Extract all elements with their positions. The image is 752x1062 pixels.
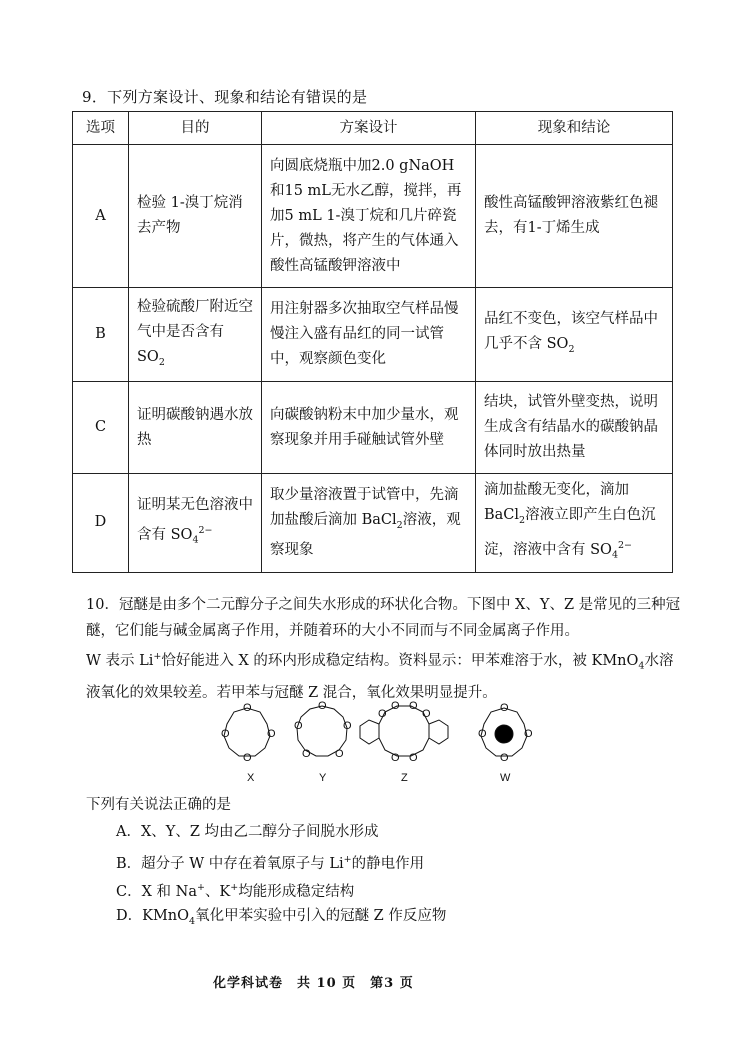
row-purpose: 证明碳酸钠遇水放热 [129,382,262,474]
oxygen-label: O [294,720,303,732]
question-10-options [116,818,446,930]
header-result: 现象和结论 [476,112,673,145]
oxygen-label: O [378,708,387,720]
oxygen-label: O [500,752,509,764]
oxygen-label: O [343,720,352,732]
row-option: C [73,382,129,474]
table-header-row [73,112,673,145]
oxygen-label: O [500,702,509,714]
row-design: 取少量溶液置于试管中，先滴加盐酸后滴加 BaCl$_2$溶液，观察现象 [262,474,476,573]
cyclohexane-left [360,720,379,744]
question-10-line1: 10．冠醚是由多个二元醇分子之间失水形成的环状化合物。下图中 X、Y、Z 是常见的三种冠醚，它们能与碱金属离子作用，并随着环的大小不同而与不同金属离子作用。 [86,597,681,639]
header-design: 方案设计 [262,112,476,145]
crown-ether-w [481,708,527,756]
oxygen-label: O [391,752,400,764]
oxygen-label: O [422,708,431,720]
table-row [73,382,673,474]
table-row [73,145,673,288]
header-purpose: 目的 [129,112,262,145]
figure-label-y: Y [319,772,327,784]
oxygen-label: O [243,752,252,764]
page-footer: 化学科试卷 共 10 页 第3 页 [213,976,414,991]
row-option: D [73,474,129,573]
figure-label-w: W [500,772,511,784]
table-row [73,474,673,573]
option-c: C．X 和 Na+、K+均能形成稳定结构 [116,882,355,900]
question-9-title: 9．下列方案设计、现象和结论有错误的是 [82,88,368,106]
option-b: B．超分子 W 中存在着氧原子与 Li+的静电作用 [116,854,425,872]
row-design: 向碳酸钠粉末中加少量水，观察现象并用手碰触试管外壁 [262,382,476,474]
row-result: 品红不变色，该空气样品中几乎不含 $SO_2$ [476,288,673,382]
question-10-prompt: 下列有关说法正确的是 [86,797,231,813]
oxygen-label: O [478,728,487,740]
lithium-ion-sphere [495,725,513,743]
row-purpose: 检验硫酸厂附近空气中是否含有 $SO_2$ [129,288,262,382]
row-design: 用注射器多次抽取空气样品慢慢注入盛有品红的同一试管中，观察颜色变化 [262,288,476,382]
row-result: 结块，试管外壁变热，说明生成含有结晶水的碳酸钠晶体同时放出热量 [476,382,673,474]
cyclohexane-right [429,720,448,744]
option-a: A．X、Y、Z 均由乙二醇分子间脱水形成 [116,824,379,840]
crown-ether-z [360,706,448,756]
oxygen-label: O [302,748,311,760]
question-10-line2: W 表示 Li+恰好能进入 X 的环内形成稳定结构。资料显示：甲苯难溶于水，被 KMnO$_4$水溶液氧化的效果较差。若甲苯与冠醚 Z 混合，氧化效果明显提升。 [86,651,674,701]
oxygen-label: O [335,748,344,760]
row-result: 滴加盐酸无变化，滴加 BaCl$_2$溶液立即产生白色沉淀，溶液中含有 $SO_4^{2-}$ [476,474,673,573]
oxygen-label: O [391,700,400,712]
row-purpose: 证明某无色溶液中含有 $SO_4^{2-}$ [129,474,262,573]
oxygen-label: O [267,728,276,740]
row-option: A [73,145,129,288]
question-10-stem [86,592,686,706]
oxygen-label: O [409,700,418,712]
table-row [73,288,673,382]
oxygen-label: O [318,700,327,712]
header-option: 选项 [73,112,129,145]
row-purpose: 检验 1-溴丁烷消去产物 [129,145,262,288]
crown-ether-figures [215,700,545,790]
figure-label-x: X [247,772,255,784]
row-option: B [73,288,129,382]
oxygen-label: O [221,728,230,740]
crown-ether-x [224,708,270,756]
oxygen-label: O [524,728,533,740]
row-design: 向圆底烧瓶中加2.0 gNaOH和15 mL无水乙醇，搅拌，再加5 mL 1-溴丁烷和几片碎瓷片，微热，将产生的气体通入酸性高锰酸钾溶液中 [262,145,476,288]
question-9-table [72,111,673,573]
oxygen-label: O [409,752,418,764]
option-d: D．KMnO$_4$氧化甲苯实验中引入的冠醚 Z 作反应物 [116,908,447,927]
row-result: 酸性高锰酸钾溶液紫红色褪去，有1-丁烯生成 [476,145,673,288]
figure-label-z: Z [401,772,408,784]
oxygen-label: O [243,702,252,714]
